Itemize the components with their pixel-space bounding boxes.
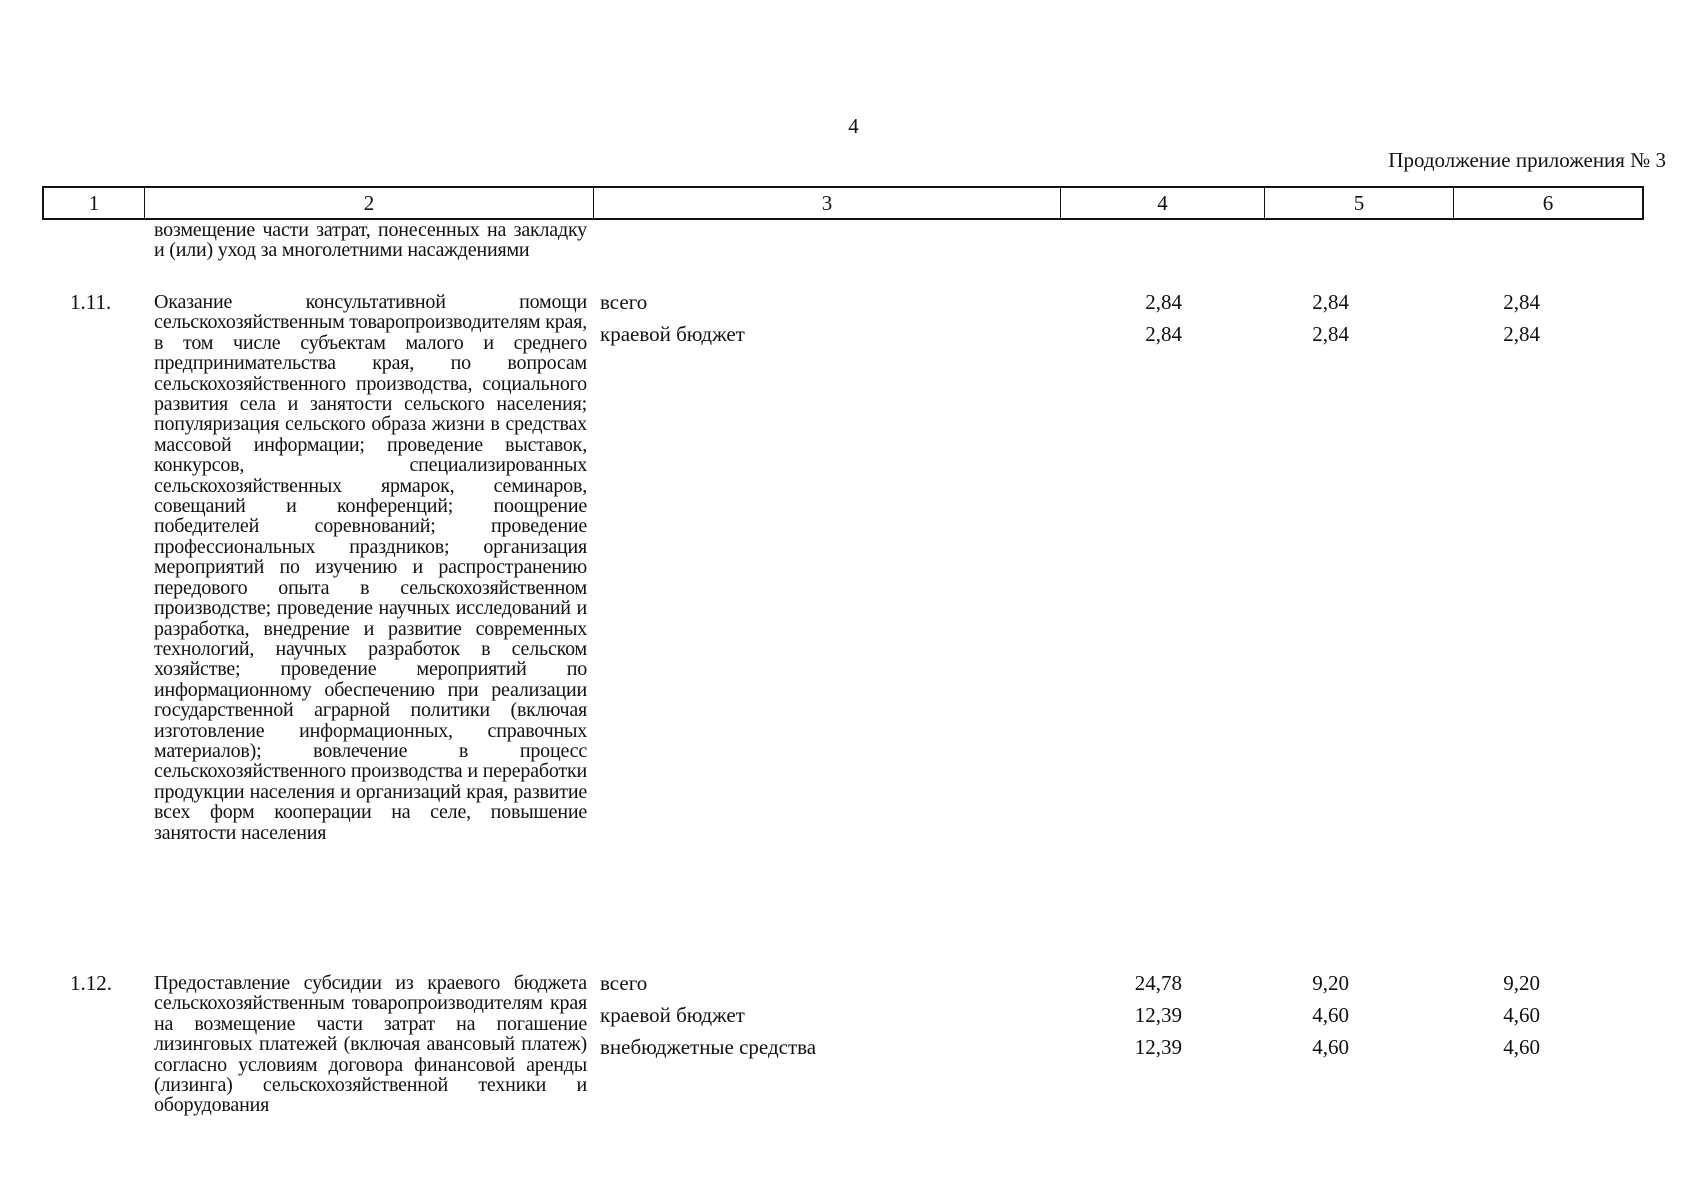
source-label: всего [600, 290, 648, 314]
value-col-5: 9,20 [1312, 971, 1349, 995]
continuation-label: Продолжение приложения № 3 [1388, 148, 1666, 172]
value-col-6: 2,84 [1503, 290, 1540, 314]
value-col-6: 9,20 [1503, 971, 1540, 995]
value-col-5: 2,84 [1312, 290, 1349, 314]
value-col-4: 2,84 [1145, 290, 1182, 314]
value-col-6: 4,60 [1503, 1035, 1540, 1059]
value-col-6: 4,60 [1503, 1003, 1540, 1027]
value-col-5: 4,60 [1312, 1003, 1349, 1027]
column-header-2: 2 [145, 188, 594, 218]
column-header-3: 3 [594, 188, 1061, 218]
column-header-row [42, 186, 1644, 220]
row-description: Предоставление субсидии из краевого бюджета сельскохозяйственным товаропроизводителям края на возмещение части затрат на погашение лизинговых платежей (включая авансовый платеж) согласно условиям договора финансовой аренды (лизинга) сельскохозяйственной техники и оборудования [154, 972, 587, 1117]
source-label: всего [600, 971, 648, 995]
column-header-4: 4 [1061, 188, 1265, 218]
value-col-4: 2,84 [1145, 322, 1182, 346]
source-label: краевой бюджет [600, 1003, 745, 1027]
row-description: Оказание консультативной помощи сельскохозяйственным товаропроизводителям края, в том числе субъектам малого и среднего предпринимательства края, по вопросам сельскохозяйственного производства, социального развития села и занятости сельского населения; популяризация сельского образа жизни в средствах массовой информации; проведение выставок, конкурсов, специализированных сельскохозяйственных ярмарок, семинаров, совещаний и конференций; поощрение победителей соревнований; проведение профессиональных праздников; организация мероприятий по изучению и распространению передового опыта в сельскохозяйственном производстве; проведение научных исследований и разработка, внедрение и развитие современных технологий, научных разработок в сельском хозяйстве; проведение мероприятий по информационному обеспечению при реализации государственной аграрной политики (включая изготовление информационных, справочных материалов); вовлечение в процесс сельскохозяйственного производства и переработки продукции населения и организаций края, развитие всех форм кооперации на селе, повышение занятости населения [154, 291, 587, 844]
value-col-5: 4,60 [1312, 1035, 1349, 1059]
value-col-4: 24,78 [1134, 971, 1182, 995]
value-col-4: 12,39 [1134, 1035, 1182, 1059]
column-header-5: 5 [1265, 188, 1454, 218]
source-label: внебюджетные средства [600, 1035, 817, 1059]
column-header-6: 6 [1542, 191, 1554, 215]
column-header-1: 1 [44, 188, 145, 218]
row-description: возмещение части затрат, понесенных на закладку и (или) уход за многолетними насаждениями [154, 219, 587, 262]
page-number: 4 [848, 114, 859, 138]
value-col-5: 2,84 [1312, 322, 1349, 346]
source-label: краевой бюджет [600, 322, 745, 346]
value-col-4: 12,39 [1134, 1003, 1182, 1027]
row-number: 1.11. [70, 290, 112, 314]
row-number: 1.12. [70, 971, 112, 995]
value-col-6: 2,84 [1503, 322, 1540, 346]
